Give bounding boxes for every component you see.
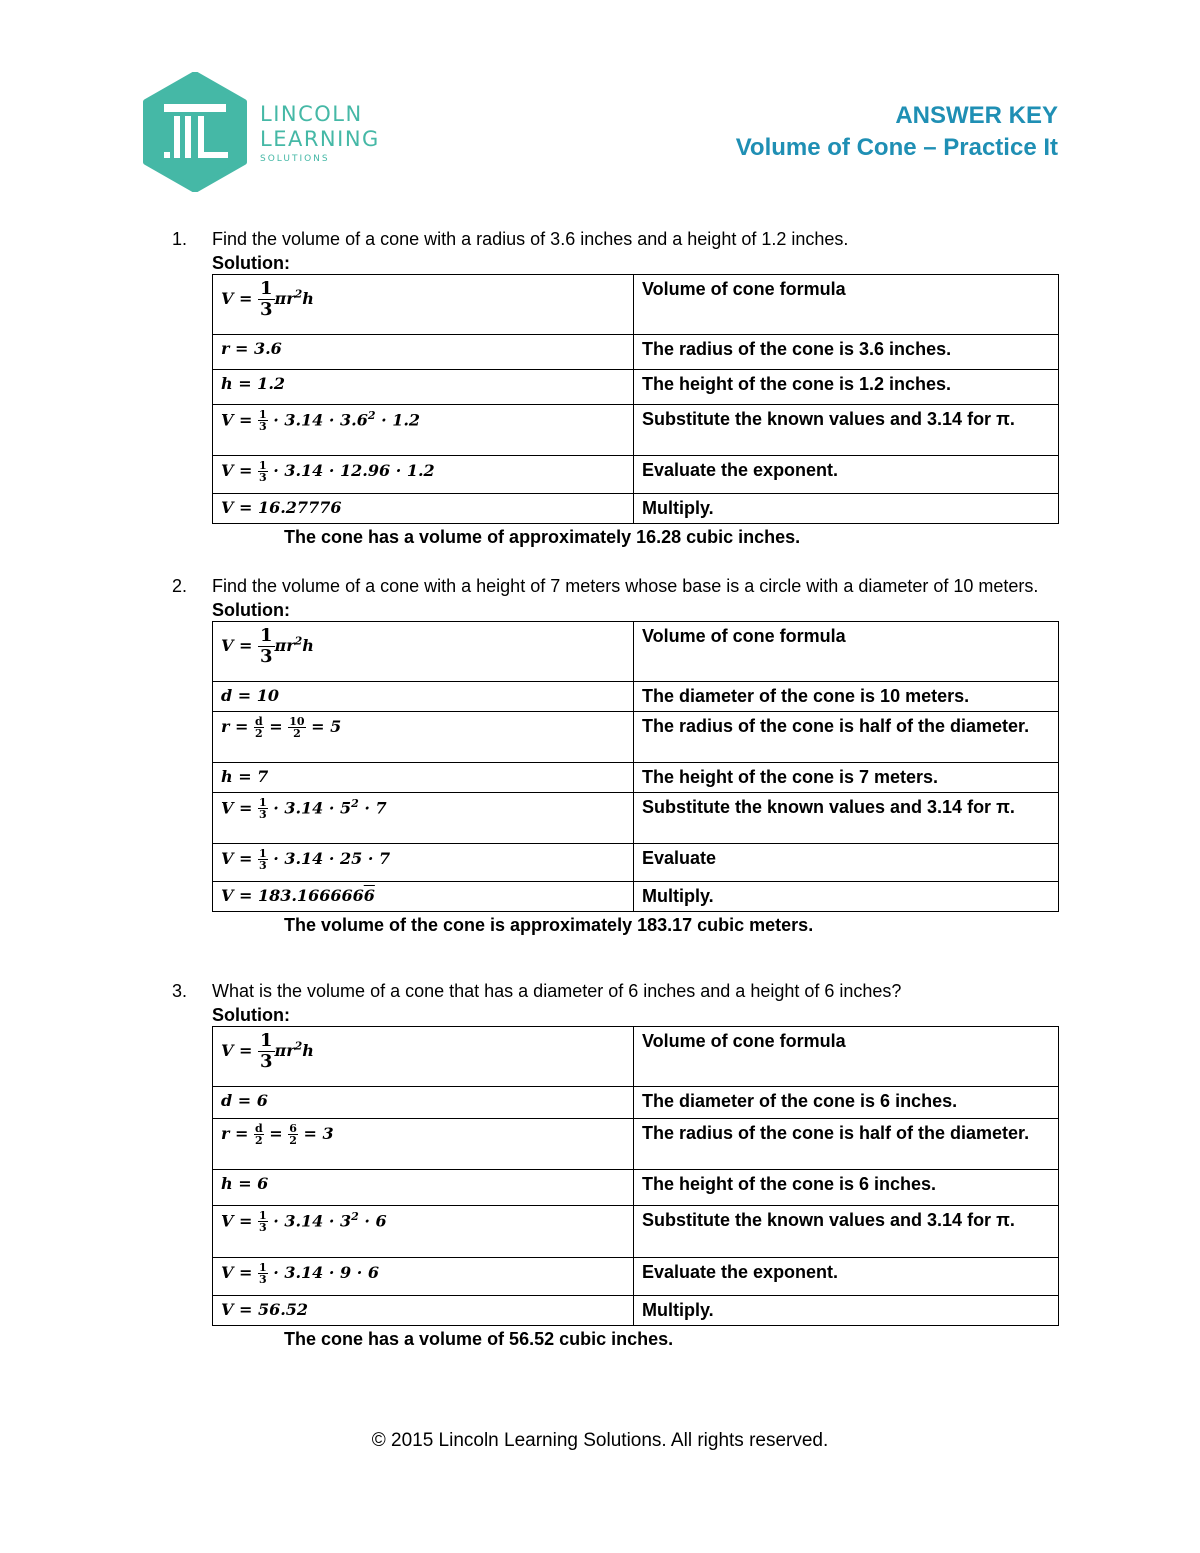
question-text: What is the volume of a cone that has a diameter of 6 inches and a height of 6 inches? [212,981,902,1001]
table-row [213,335,1059,370]
problem-1 [172,227,1062,548]
solution-table [212,1026,1059,1326]
math-cell: V = $\frac{1}{3}$ · 3.14 · 12.96 · 1.2 [213,456,634,494]
header-title: ANSWER KEY [895,102,1058,129]
logo-line-solutions: SOLUTIONS [260,154,330,164]
explanation-cell: Substitute the known values and 3.14 for π. [634,1206,1059,1258]
problem-number: 1. [172,229,188,249]
problem-3 [172,979,1062,1350]
table-row [213,405,1059,456]
logo [140,72,400,192]
explanation-cell: The diameter of the cone is 10 meters. [634,682,1059,712]
table-row [213,682,1059,712]
explanation-cell: The height of the cone is 1.2 inches. [634,370,1059,405]
lincoln-hexagon-logo-icon [140,72,250,192]
explanation-cell: Evaluate the exponent. [634,1258,1059,1296]
logo-line-learning: LEARNING [260,127,380,151]
table-row [213,1206,1059,1258]
explanation-cell: Volume of cone formula [634,1027,1059,1087]
conclusion: The volume of the cone is approximately 183.17 cubic meters. [284,915,814,935]
math-cell: h = 1.2 [213,370,634,405]
table-row [213,622,1059,682]
problem-number: 2. [172,576,188,596]
header-subtitle: Volume of Cone – Practice It [735,134,1058,161]
table-row [213,1027,1059,1087]
explanation-cell: The height of the cone is 6 inches. [634,1170,1059,1206]
table-row [213,882,1059,912]
math-cell: V = $\frac{1}{3}$ $\pi r^2h$ [213,275,634,335]
problem-2 [172,574,1062,936]
math-cell: V = 183.1666666 [213,882,634,912]
page-header [736,100,1058,164]
copyright-footer: © 2015 Lincoln Learning Solutions. All rights reserved. [371,1430,829,1451]
explanation-cell: Multiply. [634,494,1059,524]
logo-wordmark [260,102,380,164]
math-cell: h = 6 [213,1170,634,1206]
table-row [213,793,1059,844]
problem-question [172,574,1062,599]
math-cell: V = $\frac{1}{3}$ · $3.14 \cdot 5^2 \cdot 7$ [213,793,634,844]
math-cell: V = $\frac{1}{3}$ · 3.14 · 25 · 7 [213,844,634,882]
conclusion: The cone has a volume of 56.52 cubic inches. [284,1329,674,1349]
math-cell: V = 56.52 [213,1296,634,1326]
table-row [213,1296,1059,1326]
problem-question [172,979,1062,1004]
question-text: Find the volume of a cone with a height of 7 meters whose base is a circle with a diameter of 10 meters. [212,576,1039,596]
math-cell: V = 16.27776 [213,494,634,524]
table-row [213,1119,1059,1170]
math-cell: V = $\frac{1}{3}$ · $3.14 \cdot 3.6^2 \cdot 1.2$ [213,405,634,456]
math-cell: h = 7 [213,763,634,793]
explanation-cell: Volume of cone formula [634,622,1059,682]
explanation-cell: The height of the cone is 7 meters. [634,763,1059,793]
solution-label: Solution: [212,253,290,273]
problem-question [172,227,1062,252]
table-row [213,456,1059,494]
solution-table [212,274,1059,524]
math-cell: r = 3.6 [213,335,634,370]
solution-table [212,621,1059,912]
question-text: Find the volume of a cone with a radius of 3.6 inches and a height of 1.2 inches. [212,229,849,249]
math-cell: V = $\frac{1}{3}$ · 3.14 · 9 · 6 [213,1258,634,1296]
table-row [213,1087,1059,1119]
table-row [213,844,1059,882]
math-cell: d = 10 [213,682,634,712]
math-cell: V = $\frac{1}{3}$ $\pi r^2h$ [213,1027,634,1087]
explanation-cell: The radius of the cone is half of the diameter. [634,712,1059,763]
math-cell: d = 6 [213,1087,634,1119]
table-row [213,1258,1059,1296]
explanation-cell: Evaluate the exponent. [634,456,1059,494]
table-row [213,275,1059,335]
solution-label: Solution: [212,1005,290,1025]
table-row [213,712,1059,763]
explanation-cell: The diameter of the cone is 6 inches. [634,1087,1059,1119]
conclusion: The cone has a volume of approximately 16.28 cubic inches. [284,527,801,547]
solution-label: Solution: [212,600,290,620]
table-row [213,763,1059,793]
explanation-cell: Evaluate [634,844,1059,882]
math-cell: V = $\frac{1}{3}$ $\pi r^2h$ [213,622,634,682]
explanation-cell: The radius of the cone is half of the diameter. [634,1119,1059,1170]
explanation-cell: Multiply. [634,882,1059,912]
table-row [213,494,1059,524]
math-cell: r = $\frac{d}{2}$ = $\frac{10}{2}$ = 5 [213,712,634,763]
explanation-cell: The radius of the cone is 3.6 inches. [634,335,1059,370]
math-cell: r = $\frac{d}{2}$ = $\frac{6}{2}$ = 3 [213,1119,634,1170]
explanation-cell: Substitute the known values and 3.14 for π. [634,793,1059,844]
logo-line-lincoln: LINCOLN [260,102,363,126]
explanation-cell: Multiply. [634,1296,1059,1326]
problem-number: 3. [172,981,188,1001]
table-row [213,370,1059,405]
table-row [213,1170,1059,1206]
explanation-cell: Substitute the known values and 3.14 for π. [634,405,1059,456]
explanation-cell: Volume of cone formula [634,275,1059,335]
math-cell: V = $\frac{1}{3}$ · $3.14 \cdot 3^2 \cdot 6$ [213,1206,634,1258]
